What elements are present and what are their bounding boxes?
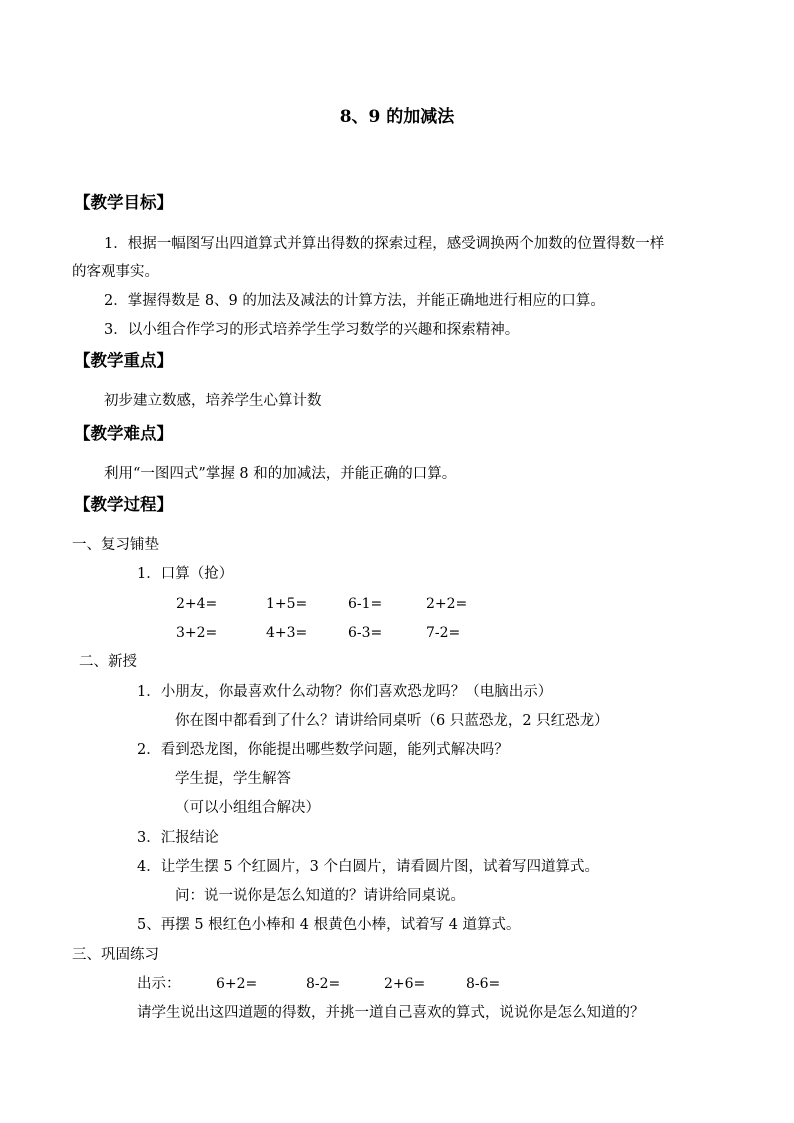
exercise-cell: 6+2= <box>216 976 258 992</box>
section-2-title: 二、新授 <box>79 654 137 670</box>
exercise-cell: 2+6= <box>384 976 426 992</box>
section-2-item-1-sub: 你在图中都看到了什么？请讲给同桌听（6 只蓝恐龙，2 只红恐龙） <box>175 713 609 729</box>
oral-calc-cell: 2+4= <box>176 596 218 612</box>
oral-calc-cell: 1+5= <box>266 596 308 612</box>
show-label: 出示： <box>137 976 181 992</box>
objective-1-line-1: 1．根据一幅图写出四道算式并算出得数的探索过程，感受调换两个加数的位置得数一样 <box>104 236 665 252</box>
difficulties-heading: 【教学难点】 <box>74 424 173 443</box>
difficulties-text: 利用“一图四式”掌握 8 和的加减法，并能正确的口算。 <box>104 466 457 482</box>
key-points-text: 初步建立数感，培养学生心算计数 <box>104 393 322 409</box>
section-1-title: 一、复习铺垫 <box>72 537 159 553</box>
page-title: 8、9 的加减法 <box>339 107 455 127</box>
exercise-cell: 8-2= <box>306 976 341 992</box>
section-2-item-1: 1．小朋友，你最喜欢什么动物？你们喜欢恐龙吗？（电脑出示） <box>137 684 553 700</box>
section-1-item-1: 1．口算（抢） <box>137 566 234 582</box>
oral-calc-cell: 7-2= <box>426 625 461 641</box>
section-3-title: 三、巩固练习 <box>72 947 159 963</box>
process-heading: 【教学过程】 <box>74 495 173 514</box>
section-2-item-2-sub-1: 学生提，学生解答 <box>175 771 291 787</box>
objectives-heading: 【教学目标】 <box>74 193 173 212</box>
objective-1-line-2: 的客观事实。 <box>72 264 159 280</box>
section-2-item-5: 5、再摆 5 根红色小棒和 4 根黄色小棒，试着写 4 道算式。 <box>137 917 521 933</box>
oral-calc-cell: 6-1= <box>348 596 383 612</box>
key-points-heading: 【教学重点】 <box>74 351 173 370</box>
section-2-item-3: 3．汇报结论 <box>137 830 219 846</box>
section-2-item-2-sub-2: （可以小组组合解决） <box>175 800 320 816</box>
oral-calc-cell: 6-3= <box>348 625 383 641</box>
section-2-item-4: 4．让学生摆 5 个红圆片，3 个白圆片，请看圆片图，试着写四道算式。 <box>137 859 600 875</box>
objective-3: 3．以小组合作学习的形式培养学生学习数学的兴趣和探索精神。 <box>104 322 520 338</box>
section-2-item-2: 2．看到恐龙图，你能提出哪些数学问题，能列式解决吗？ <box>137 742 509 758</box>
section-2-item-4-sub: 问：说一说你是怎么知道的？请讲给同桌说。 <box>175 888 465 904</box>
objective-2: 2．掌握得数是 8、9 的加法及减法的计算方法，并能正确地进行相应的口算。 <box>104 293 605 309</box>
section-3-prompt: 请学生说出这四道题的得数，并挑一道自己喜欢的算式，说说你是怎么知道的？ <box>137 1005 645 1021</box>
oral-calc-cell: 4+3= <box>266 625 308 641</box>
exercise-cell: 8-6= <box>466 976 501 992</box>
oral-calc-cell: 2+2= <box>426 596 468 612</box>
oral-calc-cell: 3+2= <box>176 625 218 641</box>
